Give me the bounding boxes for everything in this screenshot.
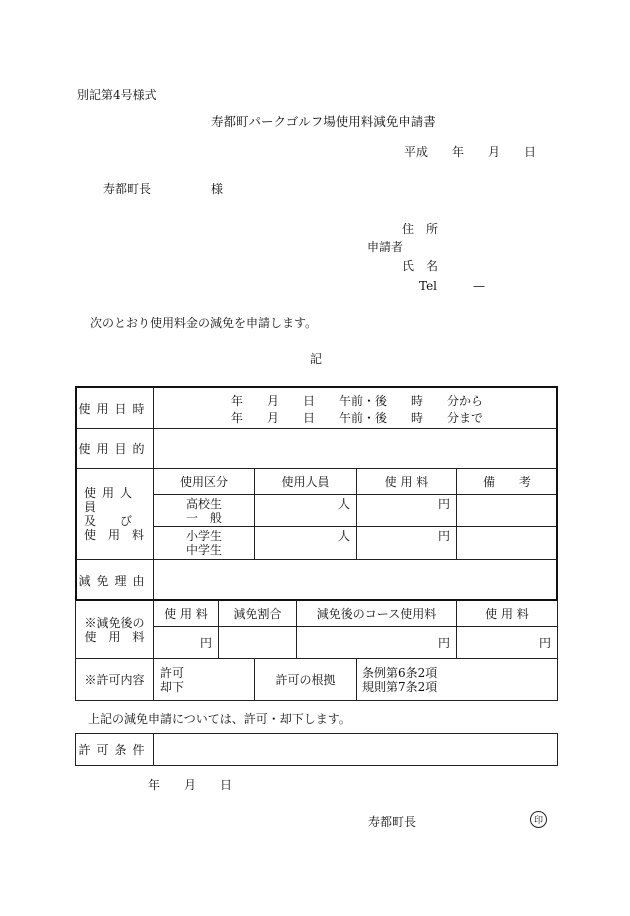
col-fee: 使 用 料 xyxy=(384,475,429,489)
col-category: 使用区分 xyxy=(179,475,228,489)
intro-text: 次のとおり使用料金の減免を申請します。 xyxy=(90,316,318,330)
after-course-unit: 円 xyxy=(437,636,450,650)
after-fee-unit: 円 xyxy=(199,636,212,650)
after-col-fee2: 使 用 料 xyxy=(485,607,529,621)
after-col-fee: 使 用 料 xyxy=(164,607,208,621)
applicant-label: 申請者 xyxy=(367,240,404,254)
seal-mark: 印 xyxy=(530,811,547,828)
after-fee2-unit: 円 xyxy=(538,636,551,650)
form-number: 別記第4号様式 xyxy=(77,88,157,102)
purpose-label: 使用目的 xyxy=(78,442,151,456)
usage-datetime-label: 使用日時 xyxy=(78,401,151,416)
fee-unit-row2: 円 xyxy=(437,528,450,543)
conditions-label: 許可条件 xyxy=(78,743,151,757)
permit-reject[interactable]: 却下 xyxy=(160,679,185,694)
col-remarks: 備 考 xyxy=(482,475,531,489)
usage-from: 年 月 日 午前・後 時 分から xyxy=(231,394,484,408)
persons-unit-row2: 人 xyxy=(337,528,350,543)
permit-basis-label: 許可の根拠 xyxy=(275,673,336,687)
reason-label: 減免理由 xyxy=(78,573,151,588)
persons-unit-row1: 人 xyxy=(337,496,350,511)
name-label: 氏 名 xyxy=(402,259,439,273)
col-persons: 使用人員 xyxy=(281,475,330,489)
after-reduction-label: ※減免後の 使 用 料 xyxy=(84,615,145,644)
permit-options xyxy=(160,659,254,700)
application-date: 平成 年 月 日 xyxy=(404,145,537,159)
page-title: 寿都町パークゴルフ場使用料減免申請書 xyxy=(211,114,436,129)
decision-date: 年 月 日 xyxy=(148,778,233,792)
ki-heading: 記 xyxy=(310,352,323,366)
mayor-signature: 寿都町長 xyxy=(368,815,417,829)
decision-text: 上記の減免申請については、許可・却下します。 xyxy=(88,712,351,726)
permit-approve[interactable]: 許可 xyxy=(160,665,185,680)
address-label: 住 所 xyxy=(402,222,439,236)
conditions-field[interactable] xyxy=(154,734,556,765)
fee-unit-row1: 円 xyxy=(437,496,450,511)
permit-label: ※許可内容 xyxy=(84,673,145,687)
persons-fee-label: 使用人員 及 び 使 用 料 xyxy=(84,486,145,542)
permit-basis-values: 条例第6条2項 規則第7条2項 xyxy=(362,665,438,694)
reason-field[interactable] xyxy=(154,560,556,600)
usage-to: 年 月 日 午前・後 時 分まで xyxy=(231,411,484,425)
after-col-rate: 減免割合 xyxy=(233,607,282,621)
after-col-course: 減免後のコース使用料 xyxy=(316,607,437,621)
category-elementary-junior: 小学生 中学生 xyxy=(185,529,222,557)
addressee: 寿都町長 様 xyxy=(103,182,224,196)
purpose-field[interactable] xyxy=(154,429,556,468)
tel-label: Tel — xyxy=(419,279,486,293)
category-highschool-general: 高校生 一 般 xyxy=(185,496,222,525)
